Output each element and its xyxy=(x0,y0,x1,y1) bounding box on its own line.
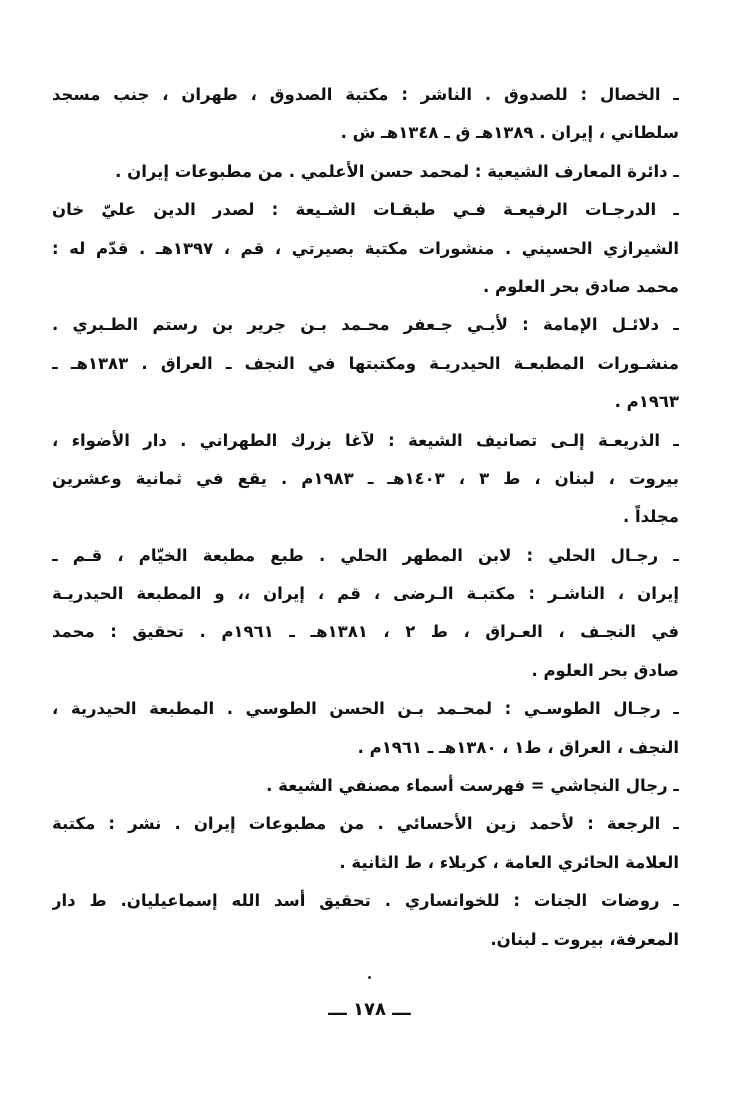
text-line: صادق بحر العلوم . xyxy=(531,660,679,680)
text-line: ـ رجـال الطوسـي : لمحـمد بـن الحسن الطوسي . المطبعة الحيدرية ، xyxy=(52,699,679,719)
text-line: العلامة الحائري العامة ، كربلاء ، ط الثانية . xyxy=(339,852,679,872)
text-line: ـ رجـال الحلي : لابن المطهر الحلي . طبع مطبعة الخيّام ، قـم ـ xyxy=(52,545,679,565)
bibliography-body xyxy=(52,76,679,959)
text-line: ـ الدرجـات الرفيعـة فـي طبقـات الشـيعة : لصدر الدين عليّ خان xyxy=(52,200,679,220)
text-line: ـ دائرة المعارف الشيعية : لمحمد حسن الأعلمي . من مطبوعات إيران . xyxy=(115,161,679,181)
text-line: ـ رجال النجاشي = فهرست أسماء مصنفي الشيعة . xyxy=(266,776,679,796)
text-line: محمد صادق بحر العلوم . xyxy=(483,276,679,296)
text-line: في النجـف ، العـراق ، ط ٢ ، ١٣٨١هـ ـ ١٩٦١م . تحقيق : محمد xyxy=(52,622,679,642)
text-line: ١٩٦٣م . xyxy=(614,392,679,412)
text-line: ـ الذريعـة إلـى تصانيف الشيعة : لآغا بزرك الطهراني . دار الأضواء ، xyxy=(52,430,679,450)
print-speck xyxy=(368,976,371,979)
text-line: إيران ، الناشـر : مكتبـة الـرضى ، قم ، إيران ،، و المطبعة الحيدريـة xyxy=(52,584,679,604)
text-line: ـ الخصال : للصدوق . الناشر : مكتبة الصدوق ، طهران ، جنب مسجد xyxy=(52,85,679,104)
page-number: ـــ ١٧٨ ـــ xyxy=(328,999,411,1020)
text-line: سلطاني ، إيران . ١٣٨٩هـ ق ـ ١٣٤٨هـ ش . xyxy=(340,123,679,143)
text-line: منشـورات المطبعـة الحيدريـة ومكتبتها في النجف ـ العراق . ١٣٨٣هـ ـ xyxy=(52,353,679,373)
text-line: بيروت ، لبنان ، ط ٣ ، ١٤٠٣هـ ـ ١٩٨٣م . يقع في ثمانية وعشرين xyxy=(52,468,679,488)
text-line: ـ الرجعة : لأحمد زين الأحسائي . من مطبوعات إيران . نشر : مكتبة xyxy=(52,814,679,834)
text-line: الشيرازي الحسيني . منشورات مكتبة بصيرتي ، قم ، ١٣٩٧هـ . قدّم له : xyxy=(52,238,679,258)
text-line: المعرفة، بيروت ـ لبنان. xyxy=(490,929,679,949)
text-line: ـ دلائـل الإمامة : لأبـي جـعفر محـمد بـن جرير بن رستم الطـبري . xyxy=(52,315,679,335)
text-line: مجلداً . xyxy=(622,507,679,527)
text-line: النجف ، العراق ، ط١ ، ١٣٨٠هـ ـ ١٩٦١م . xyxy=(357,737,679,757)
text-line: ـ روضات الجنات : للخوانساري . تحقيق أسد الله إسماعيليان. ط دار xyxy=(52,891,679,911)
